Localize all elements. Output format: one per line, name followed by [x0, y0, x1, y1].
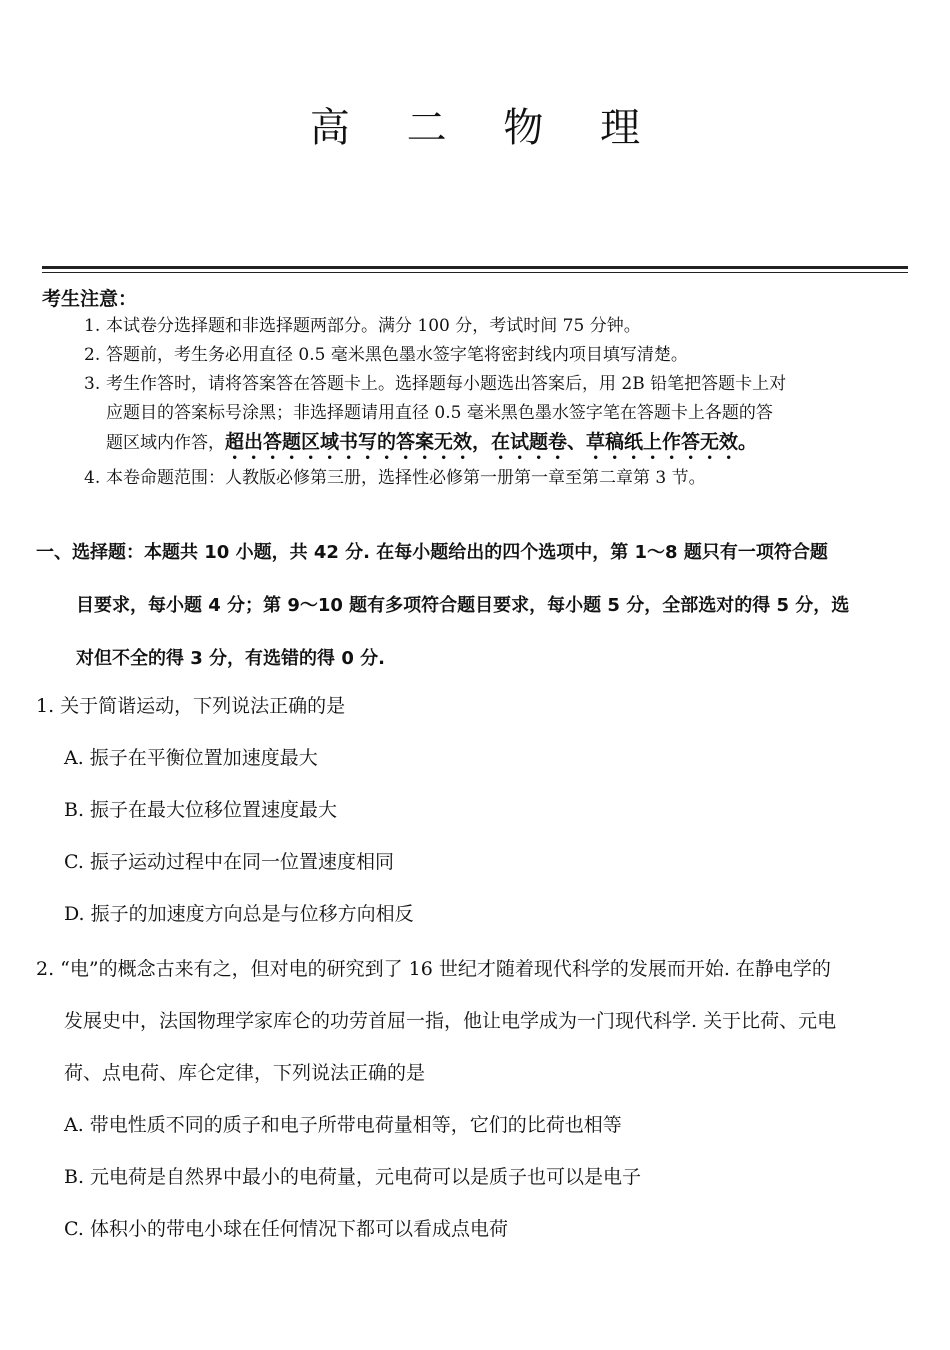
question-2-stem-line2: 发展史中，法国物理学家库仑的功劳首屈一指，他让电学成为一门现代科学. 关于比荷、元电 — [64, 1010, 837, 1032]
header-divider-thin — [42, 272, 908, 273]
question-1 — [36, 680, 916, 940]
notice-item-text: 本试卷分选择题和非选择题两部分。满分 100 分，考试时间 75 分钟。 — [106, 316, 641, 336]
notice-item-text-line3-prefix: 题区域内作答， — [106, 433, 225, 453]
section-1-line1: 一、选择题：本题共 10 小题，共 42 分. 在每小题给出的四个选项中，第 1～8 题只有一项符合题 — [36, 542, 828, 563]
question-1-option-d: D. 振子的加速度方向总是与位移方向相反 — [64, 903, 414, 925]
question-1-option-c: C. 振子运动过程中在同一位置速度相同 — [64, 851, 394, 873]
question-2 — [36, 943, 916, 1255]
notice-list — [84, 312, 914, 493]
notice-item-1 — [84, 312, 914, 341]
notice-item-3 — [84, 370, 914, 464]
notice-item-number: 3. — [84, 374, 101, 394]
notice-item-number: 1. — [84, 316, 101, 336]
notice-item-text-line2: 应题目的答案标号涂黑；非选择题请用直径 0.5 毫米黑色墨水签字笔在答题卡上各题的答 — [106, 403, 773, 423]
notice-item-text-line3 — [84, 428, 914, 464]
notice-item-4 — [84, 464, 914, 493]
question-1-option-a: A. 振子在平衡位置加速度最大 — [64, 747, 318, 769]
question-2-option-c: C. 体积小的带电小球在任何情况下都可以看成点电荷 — [64, 1218, 508, 1240]
question-2-stem-line1: 2. “电”的概念古来有之，但对电的研究到了 16 世纪才随着现代科学的发展而开始. 在静电学的 — [36, 958, 831, 980]
question-1-option-b: B. 振子在最大位移位置速度最大 — [64, 799, 338, 821]
question-2-option-a: A. 带电性质不同的质子和电子所带电荷量相等，它们的比荷也相等 — [64, 1114, 622, 1136]
notice-item-number: 4. — [84, 468, 101, 488]
emphasized-warning: 超出答题区域书写的答案无效，在试题卷、草稿纸上作答无效。 — [225, 431, 758, 453]
notice-item-number: 2. — [84, 345, 101, 365]
notice-heading: 考生注意： — [42, 288, 138, 310]
notice-item-text-line1: 考生作答时，请将答案答在答题卡上。选择题每小题选出答案后，用 2B 铅笔把答题卡上对 — [106, 374, 787, 394]
notice-item-text: 本卷命题范围：人教版必修第三册，选择性必修第一册第一章至第二章第 3 节。 — [106, 468, 706, 488]
exam-title: 高 二 物 理 — [309, 105, 663, 151]
section-1-instructions — [36, 526, 916, 685]
notice-item-2 — [84, 341, 914, 370]
question-2-stem-line3: 荷、点电荷、库仑定律，下列说法正确的是 — [64, 1062, 426, 1084]
notice-item-text: 答题前，考生务必用直径 0.5 毫米黑色墨水签字笔将密封线内项目填写清楚。 — [106, 345, 688, 365]
section-1-line3: 对但不全的得 3 分，有选错的得 0 分. — [76, 648, 385, 669]
header-divider-thick — [42, 266, 908, 269]
section-1-line2: 目要求，每小题 4 分；第 9～10 题有多项符合题目要求，每小题 5 分，全部选对的得 5 分，选 — [76, 595, 850, 616]
question-1-stem: 1. 关于简谐运动，下列说法正确的是 — [36, 695, 346, 717]
question-2-option-b: B. 元电荷是自然界中最小的电荷量，元电荷可以是质子也可以是电子 — [64, 1166, 642, 1188]
